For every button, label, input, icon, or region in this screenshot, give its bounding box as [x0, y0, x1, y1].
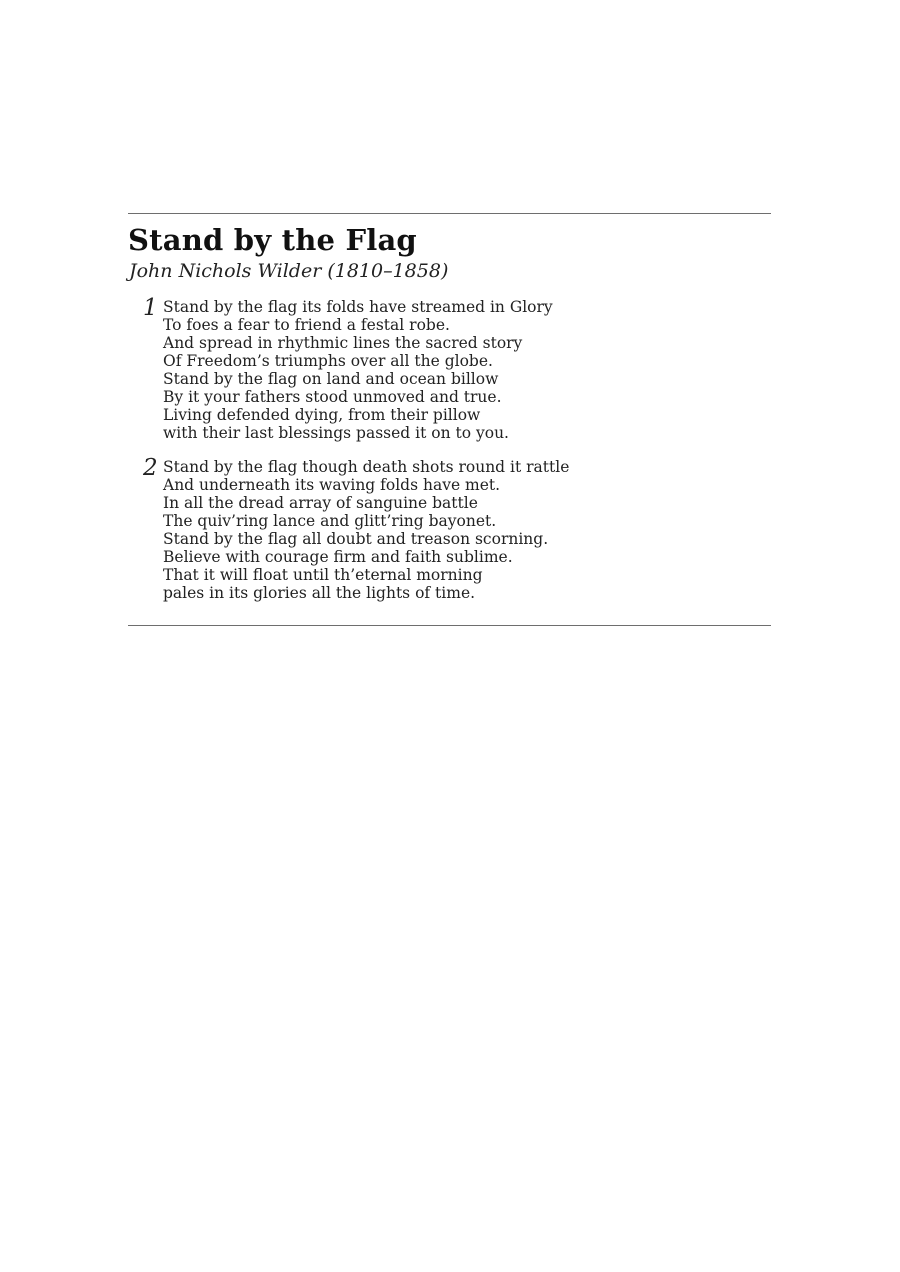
verse-line: Stand by the flag its folds have streamed in Glory: [163, 298, 553, 316]
stanza-lines: [163, 298, 553, 442]
bottom-rule: [128, 625, 771, 626]
verse-line: Believe with courage firm and faith sublime.: [163, 548, 513, 566]
verse-line: To foes a fear to friend a festal robe.: [163, 316, 450, 334]
verse-line: And spread in rhythmic lines the sacred story: [163, 334, 523, 352]
stanza-number: 2: [143, 455, 158, 481]
top-rule: [128, 213, 771, 214]
verse-line: By it your fathers stood unmoved and true.: [163, 388, 502, 406]
verse-line: Stand by the flag on land and ocean billow: [163, 370, 499, 388]
verse-line: Living defended dying, from their pillow: [163, 406, 481, 424]
poem-author: John Nichols Wilder (1810–1858): [129, 260, 449, 282]
poem-title: Stand by the Flag: [128, 223, 417, 257]
verse-line: That it will float until th’eternal morning: [163, 566, 483, 584]
stanza-lines: [163, 458, 569, 602]
stanza-number: 1: [143, 295, 158, 321]
verse-line: Stand by the flag though death shots round it rattle: [163, 458, 570, 476]
verse-line: The quiv’ring lance and glitt’ring bayonet.: [163, 512, 497, 530]
verse-line: Stand by the flag all doubt and treason scorning.: [163, 530, 549, 548]
verse-line: Of Freedom’s triumphs over all the globe.: [163, 352, 493, 370]
verse-line: with their last blessings passed it on to you.: [163, 424, 509, 442]
verse-line: And underneath its waving folds have met.: [163, 476, 501, 494]
verse-line: pales in its glories all the lights of time.: [163, 584, 476, 602]
verse-line: In all the dread array of sanguine battle: [163, 494, 478, 512]
